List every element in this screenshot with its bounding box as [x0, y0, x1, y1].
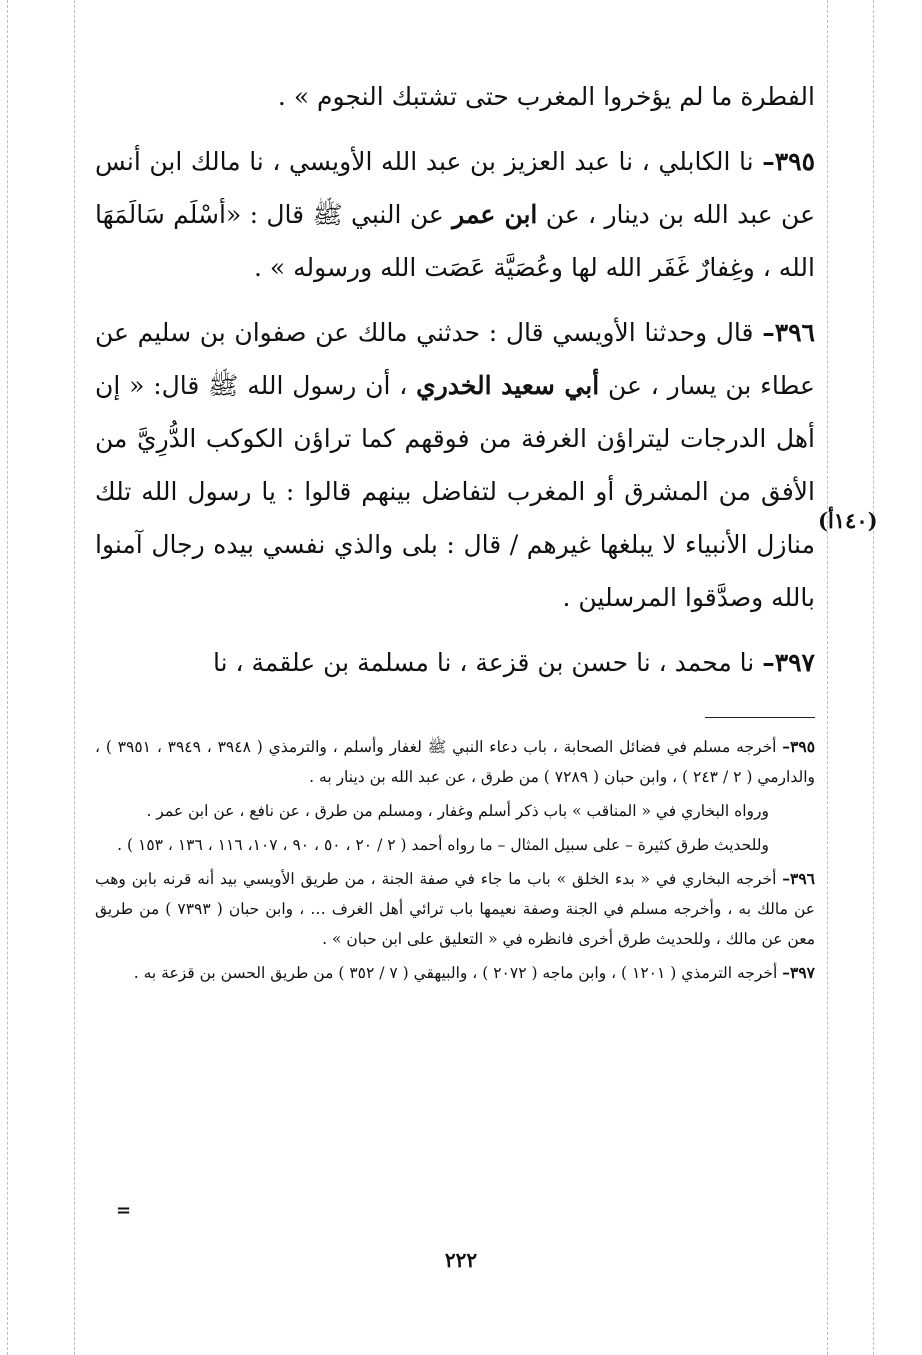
footnote-text: أخرجه الترمذي ( ١٢٠١ ) ، وابن ماجه ( ٢٠٧٢ ) ، والبيهقي ( ٧ / ٣٥٢ ) من طريق الحسن بن قزعة به .: [133, 964, 778, 982]
manuscript-folio-marker: (١٤٠أ): [818, 508, 878, 533]
footnote-396: [95, 864, 815, 954]
paragraph-text: الفطرة ما لم يؤخروا المغرب حتى تشتبك النجوم » .: [277, 82, 815, 111]
footnote-text: وللحديث طرق كثيرة – على سبيل المثال – ما رواه أحمد ( ٢ / ٢٠ ، ٥٠ ، ٩٠ ، ١٠٧، ١١٦ ، ١٣٦ ، ١٥٣ ) .: [117, 836, 769, 854]
footnote-395-continued: [95, 830, 815, 860]
hadith-396: [95, 306, 815, 624]
footnotes: [95, 732, 815, 988]
footnote-number: ٣٩٥–: [782, 737, 816, 756]
footnote-number: ٣٩٦–: [782, 869, 815, 888]
hadith-number: ٣٩٧–: [762, 648, 815, 677]
scan-guide-left-inner: [74, 0, 75, 1355]
scan-guide-left: [7, 0, 8, 1355]
continuation-mark: =: [116, 1200, 132, 1221]
footnote-395: [95, 732, 815, 792]
hadith-text: نا الكابلي ، نا عبد العزيز بن عبد الله الأويسي ، نا مالك ابن أنس عن عبد الله بن دينار ، عن: [95, 147, 815, 229]
footnote-divider: [705, 717, 815, 718]
footnote-text: أخرجه البخاري في « بدء الخلق » باب ما جاء في صفة الجنة ، من طريق الأويسي بيد أنه قرنه بابن وهب عن مالك به ، وأخرجه مسلم في الجنة وصفة نعيمها باب ترائي أهل الغرف … ، وابن حبان ( ٧٣٩٣ ) من طريق معن عن مالك ، وللحديث طرق أخرى فانظره في « التعليق على ابن حبان » .: [95, 870, 815, 948]
hadith-text: قال وحدثنا الأويسي قال : حدثني مالك عن صفوان بن سليم عن عطاء بن يسار ، عن: [95, 318, 815, 400]
hadith-text: ، أن رسول الله ﷺ قال: « إن أهل الدرجات ليتراؤن الغرفة من فوقهم كما تراؤن الكوكب الدُّرِيَّ من الأفق من المشرق أو المغرب لتفاضل بينهم قالوا : يا رسول الله تلك منازل الأنبياء لا يبلغها غيرهم / قال : بلى والذي نفسي بيده رجال آمنوا بالله وصدَّقوا المرسلين .: [95, 371, 815, 612]
hadith-395: [95, 135, 815, 294]
footnote-text: أخرجه مسلم في فضائل الصحابة ، باب دعاء النبي ﷺ لغفار وأسلم ، والترمذي ( ٣٩٤٨ ، ٣٩٤٩ ، ٣٩٥١ ) ، والدارمي ( ٢ / ٢٤٣ ) ، وابن حبان ( ٧٢٨٩ ) من طرق ، عن عبد الله بن دينار به .: [95, 738, 815, 786]
hadith-text: عن النبي ﷺ قال : «أسْلَم سَالَمَهَا الله ، وغِفارٌ غَفَر الله لها وعُصَيَّة عَصَت الله ورسوله » .: [95, 200, 815, 282]
footnote-number: ٣٩٧–: [782, 963, 815, 982]
narrator-name: ابن عمر: [452, 200, 538, 229]
main-text: [95, 70, 815, 689]
hadith-text: نا محمد ، نا حسن بن قزعة ، نا مسلمة بن علقمة ، نا: [212, 648, 755, 677]
hadith-397: [95, 636, 815, 689]
page-number: ٢٢٢: [444, 1248, 478, 1272]
scan-guide-right-outer: [873, 0, 874, 1355]
footnote-397: [95, 958, 815, 988]
narrator-name: أبي سعيد الخدري: [416, 371, 600, 400]
footnote-text: ورواه البخاري في « المناقب » باب ذكر أسلم وغفار ، ومسلم من طرق ، عن نافع ، عن ابن عمر .: [146, 802, 769, 820]
book-page: [95, 70, 815, 992]
continuation-paragraph: [95, 70, 815, 123]
scan-guide-right: [827, 0, 828, 1355]
hadith-number: ٣٩٦–: [762, 318, 815, 347]
hadith-number: ٣٩٥–: [762, 147, 816, 176]
footnote-395-continued: [95, 796, 815, 826]
